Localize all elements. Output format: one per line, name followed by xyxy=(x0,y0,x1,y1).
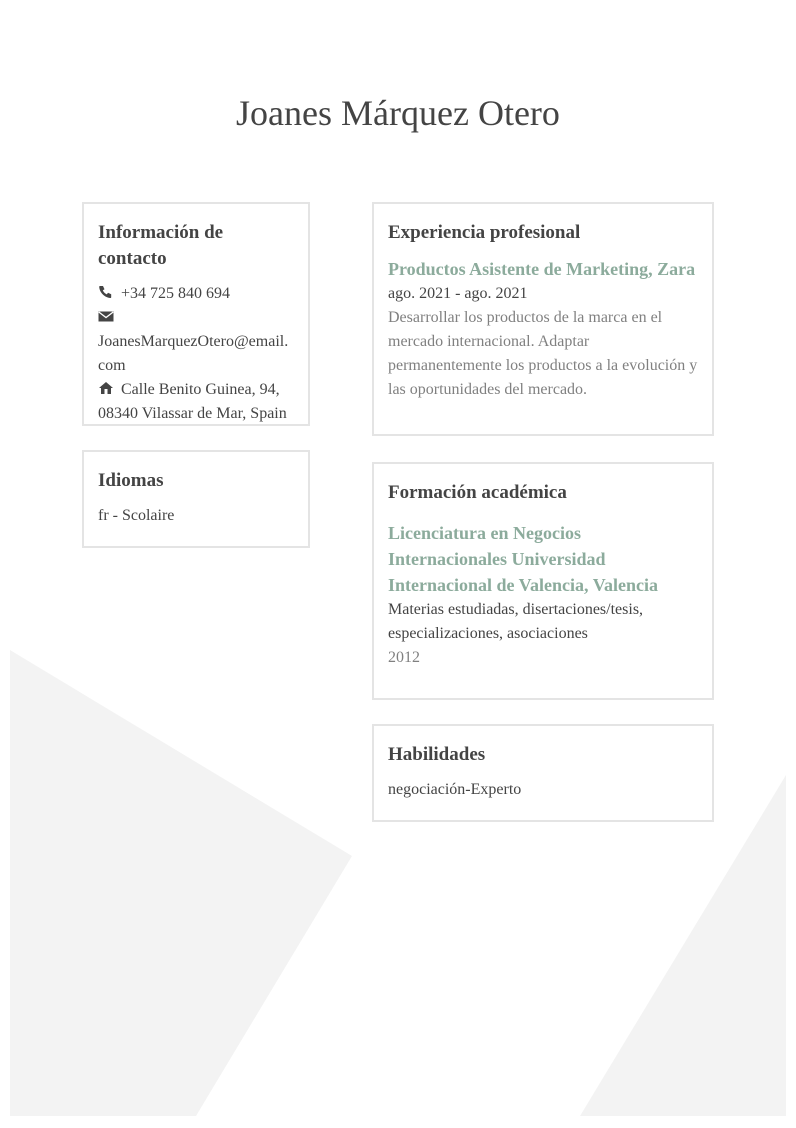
skill-item: negociación-Experto xyxy=(388,781,522,798)
skills-card xyxy=(372,724,714,822)
experience-title: Experiencia profesional xyxy=(388,222,581,243)
envelope-icon xyxy=(98,309,114,323)
background-shape-left xyxy=(10,650,352,1116)
address-text: Calle Benito Guinea, 94, 08340 Vilassar de Mar, Spain xyxy=(98,381,287,422)
education-details: Materias estudiadas, disertaciones/tesis, especializaciones, asociaciones xyxy=(388,601,644,642)
languages-title: Idiomas xyxy=(98,470,164,491)
experience-position: Productos Asistente de Marketing, Zara xyxy=(388,259,696,279)
background-shape-right xyxy=(580,775,786,1116)
experience-card xyxy=(372,202,714,436)
email-address: JoanesMarquezOtero@email.com xyxy=(98,333,289,374)
address-row xyxy=(98,378,294,426)
resume-name: Joanes Márquez Otero xyxy=(236,93,560,133)
phone-row xyxy=(98,282,294,306)
education-degree: Licenciatura en Negocios Internacionales Universidad Internacional de Valencia, Valencia xyxy=(388,523,659,595)
email-row xyxy=(98,306,294,330)
phone-icon xyxy=(98,285,114,299)
experience-description: Desarrollar los productos de la marca en el mercado internacional. Adaptar permanentemente los productos a la evolución y las oportunidades del mercado. xyxy=(388,309,698,398)
education-card xyxy=(372,462,714,700)
education-year: 2012 xyxy=(388,649,420,666)
skills-title: Habilidades xyxy=(388,744,486,765)
contact-card xyxy=(82,202,310,426)
experience-dates: ago. 2021 - ago. 2021 xyxy=(388,285,528,302)
languages-card xyxy=(82,450,310,548)
contact-title: Información de contacto xyxy=(98,222,224,269)
home-icon xyxy=(98,381,114,395)
education-title: Formación académica xyxy=(388,482,567,503)
phone-number: +34 725 840 694 xyxy=(121,285,231,302)
language-item: fr - Scolaire xyxy=(98,507,175,524)
